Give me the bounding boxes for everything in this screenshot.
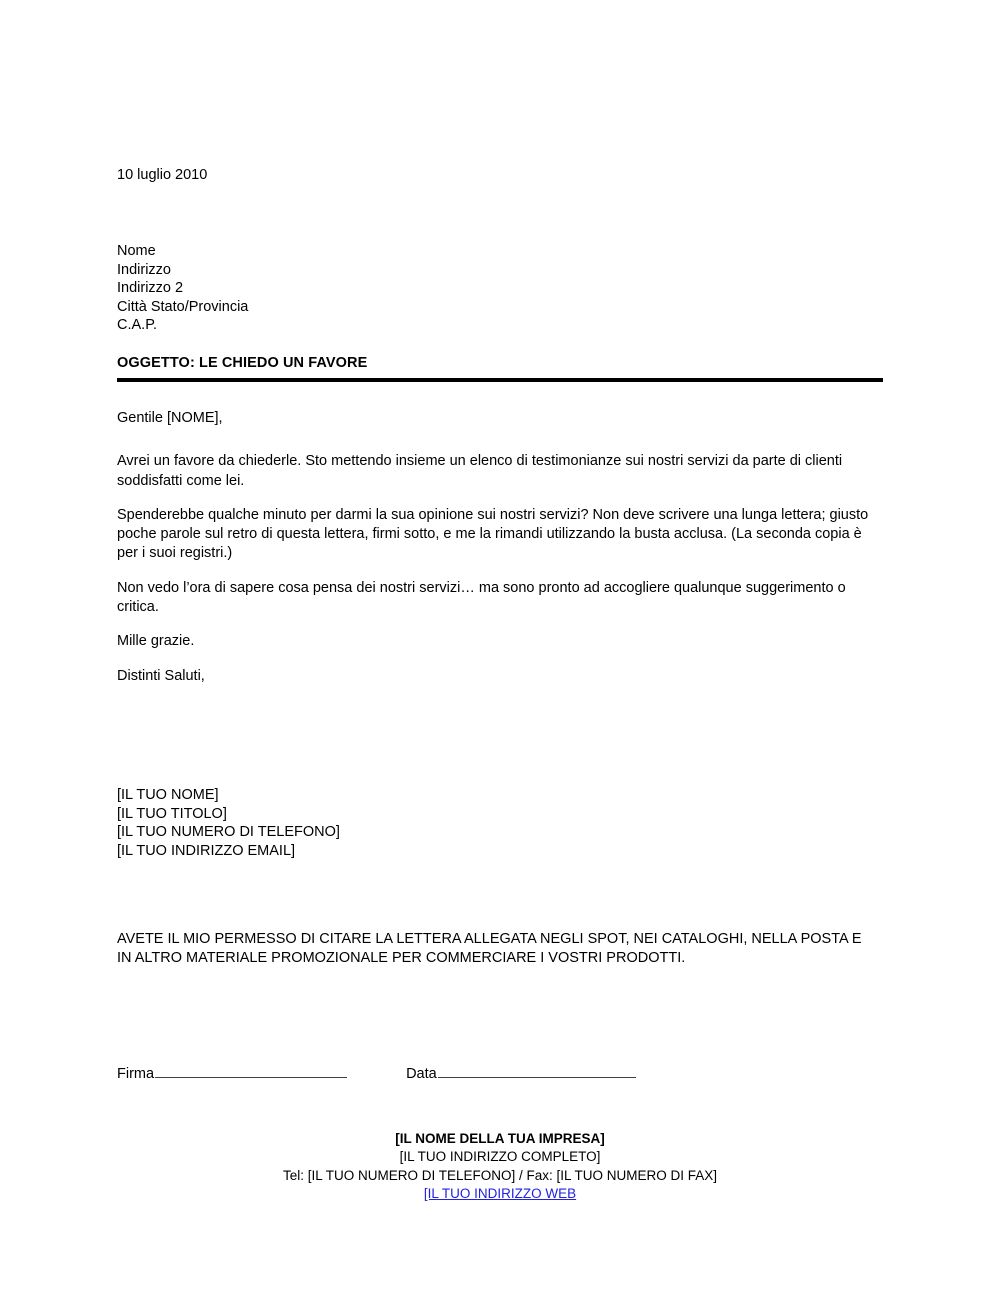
signature-field-label: Firma bbox=[117, 1066, 155, 1082]
closing-salutation: Distinti Saluti, bbox=[117, 667, 205, 684]
footer-company-name: [IL NOME DELLA TUA IMPRESA] bbox=[395, 1131, 605, 1146]
footer-contact: Tel: [IL TUO NUMERO DI TELEFONO] / Fax: [IL TUO NUMERO DI FAX] bbox=[282, 1167, 718, 1183]
footer-website-wrapper bbox=[0, 1185, 1000, 1203]
body-paragraph-1: Avrei un favore da chiederle. Sto mettendo insieme un elenco di testimonianze sui nostri servizi da parte di clienti soddisfatti come lei. bbox=[117, 453, 843, 489]
recipient-address-2: Indirizzo 2 bbox=[117, 280, 184, 297]
sender-email: [IL TUO INDIRIZZO EMAIL] bbox=[117, 842, 296, 859]
date-field[interactable] bbox=[406, 1065, 636, 1083]
recipient-address-block bbox=[117, 242, 248, 335]
sender-phone: [IL TUO NUMERO DI TELEFONO] bbox=[117, 824, 340, 841]
body-paragraph-3: Non vedo l’ora di sapere cosa pensa dei nostri servizi… ma sono pronto ad accogliere qualunque suggerimento o critica. bbox=[117, 579, 846, 616]
permission-statement: AVETE IL MIO PERMESSO DI CITARE LA LETTERA ALLEGATA NEGLI SPOT, NEI CATALOGHI, NELLA POSTA E IN ALTRO MATERIALE PROMOZIONALE PER COMMERCIARE I VOSTRI PRODOTTI. bbox=[117, 931, 862, 967]
body-paragraph-2: Spenderebbe qualche minuto per darmi la sua opinione sui nostri servizi? Non deve scrivere una lunga lettera; giusto poche parole sul retro di questa lettera, firmi sotto, e me la rimandi utilizzando la busta acclusa. (La seconda copia è per i suoi registri.) bbox=[117, 506, 869, 562]
subject-line: OGGETTO: LE CHIEDO UN FAVORE bbox=[117, 355, 368, 371]
salutation: Gentile [NOME], bbox=[117, 410, 223, 426]
sender-title: [IL TUO TITOLO] bbox=[117, 805, 227, 822]
subject-divider-rule bbox=[117, 378, 883, 382]
sender-signature-block bbox=[117, 786, 340, 860]
recipient-address-1: Indirizzo bbox=[117, 261, 171, 278]
sender-name: [IL TUO NOME] bbox=[117, 787, 219, 803]
date-field-label: Data bbox=[406, 1066, 437, 1082]
footer-address: [IL TUO INDIRIZZO COMPLETO] bbox=[399, 1149, 601, 1165]
page-footer bbox=[0, 1130, 1000, 1204]
letter-body bbox=[117, 409, 883, 701]
signature-field-rule[interactable] bbox=[155, 1077, 347, 1078]
recipient-name: Nome bbox=[117, 243, 156, 259]
recipient-postal-code: C.A.P. bbox=[117, 317, 158, 334]
signature-field[interactable] bbox=[117, 1065, 347, 1083]
body-paragraph-4: Mille grazie. bbox=[117, 633, 195, 650]
recipient-city-state: Città Stato/Provincia bbox=[117, 298, 249, 315]
date-field-rule[interactable] bbox=[438, 1077, 636, 1078]
letter-date: 10 luglio 2010 bbox=[117, 167, 208, 183]
footer-website-link[interactable]: [IL TUO INDIRIZZO WEB bbox=[423, 1186, 577, 1202]
signature-date-row bbox=[117, 1065, 883, 1083]
